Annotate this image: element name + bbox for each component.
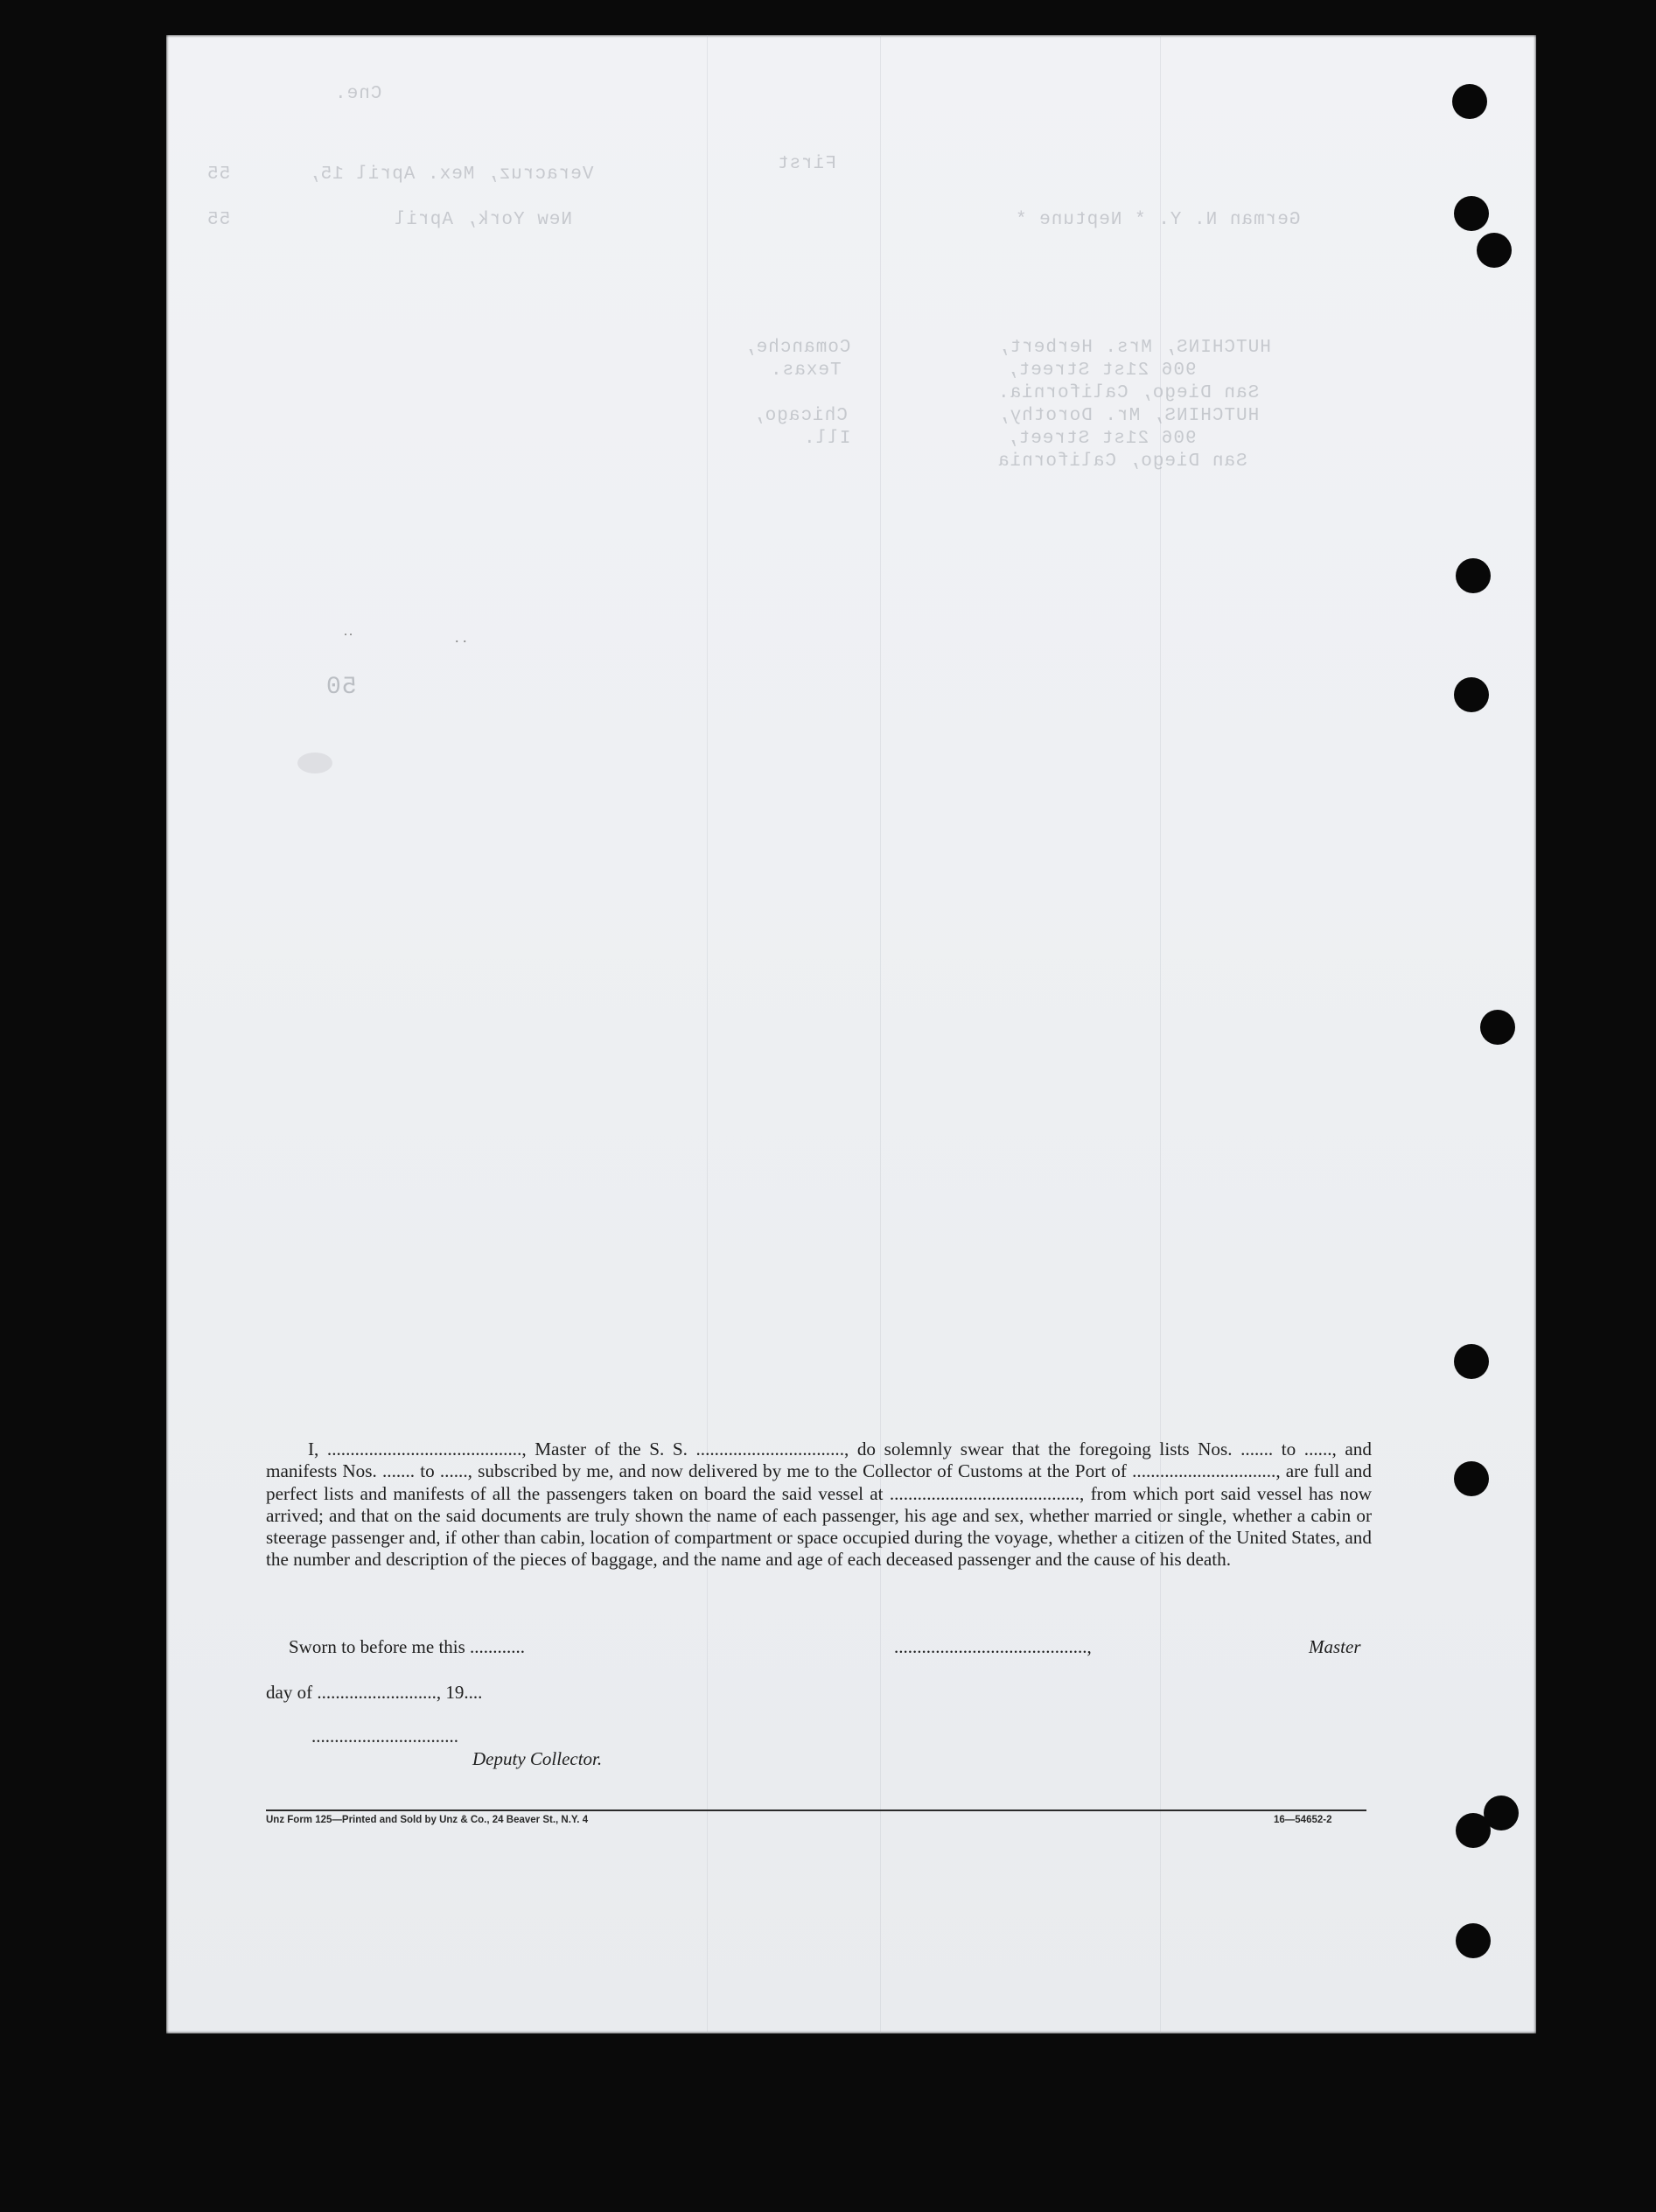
- ruled-line: [1160, 35, 1161, 2034]
- ghost-place: Ill.: [803, 429, 851, 449]
- punch-hole: [1452, 84, 1487, 119]
- ghost-name-line: HUTCHINS, Mr. Dorothy,: [997, 406, 1260, 426]
- oath-paragraph: [266, 1438, 1372, 1572]
- ghost-name-line: San Diego, California.: [997, 383, 1260, 403]
- punch-hole: [1456, 558, 1491, 593]
- punch-hole: [1456, 1813, 1491, 1848]
- punch-hole: [1480, 1010, 1515, 1045]
- ghost-name-line: 906 21st Street,: [1006, 360, 1197, 381]
- speck: . .: [455, 628, 467, 646]
- ghost-place: Chicago,: [752, 406, 848, 426]
- day-of-line: day of .........................., 19....: [266, 1682, 483, 1703]
- ruled-line: [707, 35, 708, 2034]
- ghost-ship: German N. Y. * Neptune *: [1015, 210, 1301, 230]
- ruled-line: [880, 35, 881, 2034]
- ghost-name-line: HUTCHINS, Mrs. Herbert,: [997, 338, 1271, 358]
- ghost-name-line: San Diego, California: [997, 452, 1247, 472]
- ghost-name-line: 906 21st Street,: [1006, 429, 1197, 449]
- ghost-stamp: 50: [325, 674, 357, 701]
- punch-hole: [1456, 1923, 1491, 1958]
- punch-hole: [1454, 1344, 1489, 1379]
- form-number: 16—54652-2: [1274, 1815, 1332, 1825]
- ghost-destination: New York, April: [394, 210, 573, 230]
- ghost-num-2: 55: [206, 210, 231, 230]
- punch-hole: [1477, 233, 1512, 268]
- master-signature-line: ..........................................,: [894, 1636, 1092, 1657]
- deputy-collector-label: Deputy Collector.: [472, 1748, 603, 1769]
- deputy-signature-line: ................................: [311, 1726, 458, 1746]
- ghost-place: Comanche,: [744, 338, 851, 358]
- form-imprint: Unz Form 125—Printed and Sold by Unz & Co., 24 Beaver St., N.Y. 4: [266, 1815, 589, 1825]
- ghost-origin: Veracruz, Mex. April 15,: [308, 164, 594, 185]
- smudge: [297, 752, 332, 774]
- punch-hole: [1454, 677, 1489, 712]
- oath-text: I, .........................................., Master of the S. S. ................................, do solemnly swear that the foregoing lists Nos. ....... to ......, and manifests Nos. ....... to ......, subscribed by me, and now delivered by me to the Collector of Customs at the Port of ..............................., are full and perfect lists and manifests of all the passengers taken on board the said vessel at ........................................., from which port said vessel has now arrived; and that on the said documents are truly shown the name of each passenger, his age and sex, whether married or single, whether a cabin or steerage passenger and, if other than cabin, location of compartment or space occupied during the voyage, whether a citizen of the United States, and the number and description of the pieces of baggage, and the name and age of each deceased passenger and the cause of his death.: [266, 1438, 1372, 1571]
- ghost-corner: Cne.: [334, 84, 382, 104]
- ghost-class: First: [777, 154, 837, 174]
- punch-hole: [1454, 196, 1489, 231]
- sworn-line: Sworn to before me this ............: [289, 1636, 526, 1657]
- speck: ˙˙: [343, 630, 353, 648]
- ghost-place: Texas.: [770, 360, 842, 381]
- punch-hole: [1454, 1461, 1489, 1496]
- ghost-num-1: 55: [206, 164, 231, 185]
- master-label: Master: [1309, 1636, 1361, 1657]
- footer-rule: [266, 1810, 1366, 1811]
